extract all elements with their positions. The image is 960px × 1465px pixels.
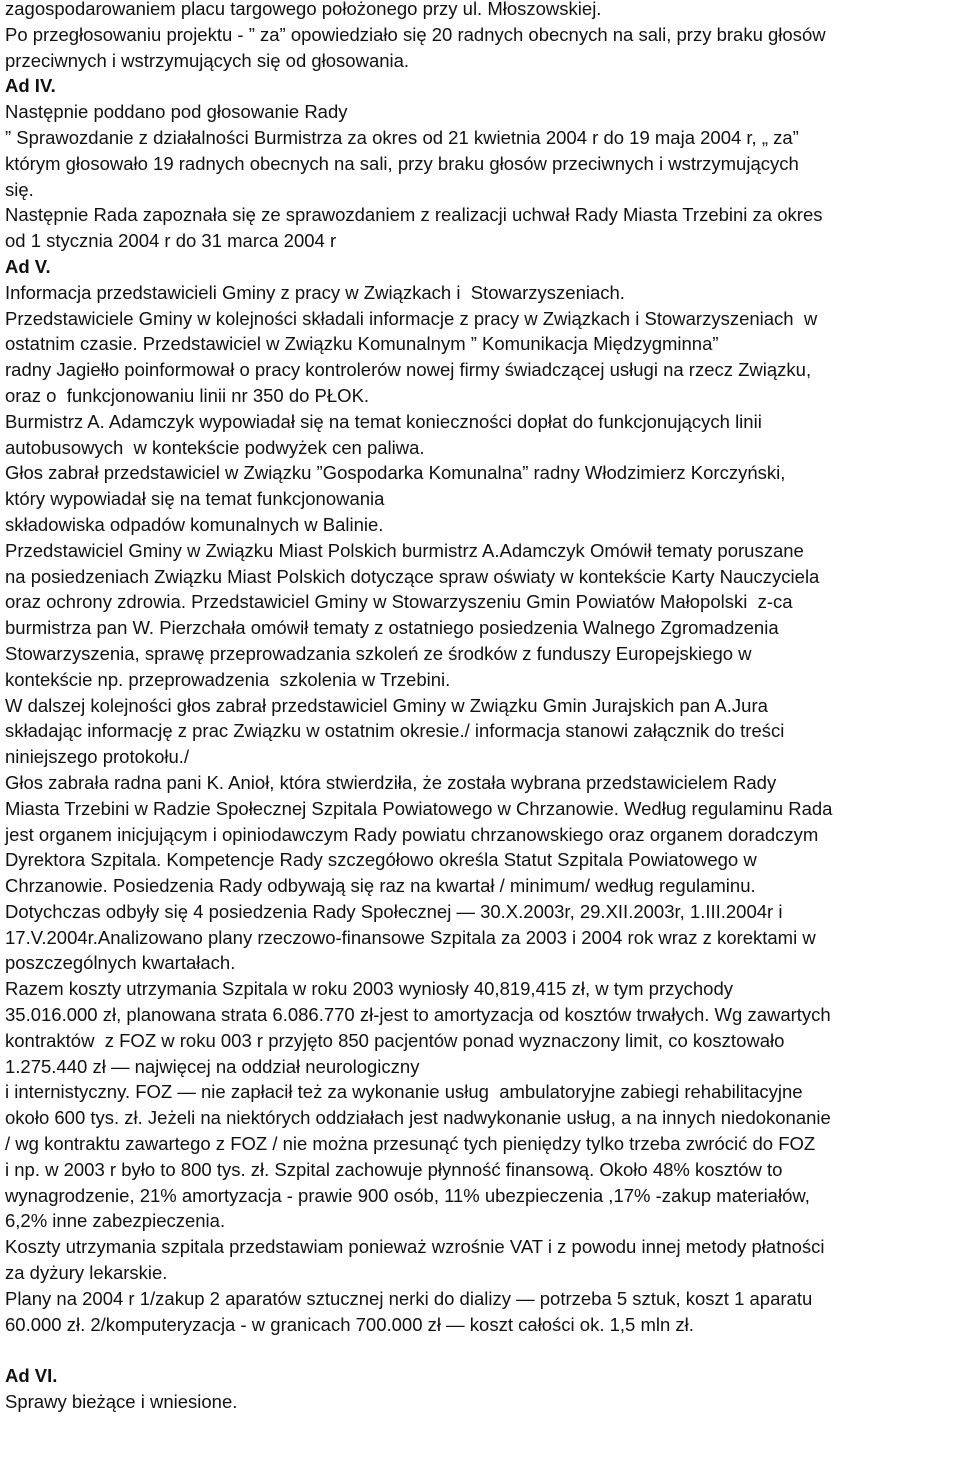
text-line: burmistrza pan W. Pierzchała omówił tematy z ostatniego posiedzenia Walnego Zgromadzenia [5,617,779,639]
text-line: za dyżury lekarskie. [5,1262,168,1284]
text-line: Miasta Trzebini w Radzie Społecznej Szpitala Powiatowego w Chrzanowie. Według regulaminu Rada [5,797,833,819]
text-line: W dalszej kolejności głos zabrał przedstawiciel Gminy w Związku Gmin Jurajskich pan A.Jura [5,694,768,716]
text-line: którym głosowało 19 radnych obecnych na sali, przy braku głosów przeciwnych i wstrzymujących [5,152,799,174]
text-line: Następnie poddano pod głosowanie Rady [5,101,348,123]
text-line: / wg kontraktu zawartego z FOZ / nie można przesunąć tych pieniędzy tylko trzeba zwrócić do FOZ [5,1133,816,1155]
section-heading-ad-v: Ad V. [5,255,51,277]
text-line: Plany na 2004 r 1/zakup 2 aparatów sztucznej nerki do dializy — potrzeba 5 sztuk, koszt 1 aparatu [5,1287,813,1309]
text-line: 6,2% inne zabezpieczenia. [5,1210,226,1232]
text-line: od 1 stycznia 2004 r do 31 marca 2004 r [5,230,337,252]
text-line: Następnie Rada zapoznała się ze sprawozdaniem z realizacji uchwał Rady Miasta Trzebini za okres [5,204,823,226]
text-line: składając informację z prac Związku w ostatnim okresie./ informacja stanowi załącznik do treści [5,720,785,742]
text-line: zagospodarowaniem placu targowego położonego przy ul. Młoszowskiej. [5,0,602,19]
text-line: który wypowiadał się na temat funkcjonowania [5,488,385,510]
text-line: oraz o funkcjonowaniu linii nr 350 do PŁOK. [5,384,370,406]
text-line: 60.000 zł. 2/komputeryzacja - w granicach 700.000 zł — koszt całości ok. 1,5 mln zł. [5,1313,694,1335]
text-line: Po przegłosowaniu projektu - ” za” opowiedziało się 20 radnych obecnych na sali, przy braku głosów [5,23,826,45]
text-line: na posiedzeniach Związku Miast Polskich dotyczące spraw oświaty w kontekście Karty Nauczyciela [5,565,820,587]
text-line: wynagrodzenie, 21% amortyzacja - prawie 900 osób, 11% ubezpieczenia ,17% -zakup materiałów, [5,1184,810,1206]
text-line: przeciwnych i wstrzymujących się od głosowania. [5,49,410,71]
text-line: ” Sprawozdanie z działalności Burmistrza za okres od 21 kwietnia 2004 r do 19 maja 2004 r, „ za” [5,126,799,148]
text-line: Przedstawiciele Gminy w kolejności składali informacje z pracy w Związkach i Stowarzyszeniach w [5,307,818,329]
text-line: Razem koszty utrzymania Szpitala w roku 2003 wyniosły 40,819,415 zł, w tym przychody [5,978,733,1000]
text-line: Informacja przedstawicieli Gminy z pracy w Związkach i Stowarzyszeniach. [5,281,625,303]
text-line: Dyrektora Szpitala. Kompetencje Rady szczegółowo określa Statut Szpitala Powiatowego w [5,849,757,871]
text-line: Chrzanowie. Posiedzenia Rady odbywają się raz na kwartał / minimum/ według regulaminu. [5,875,756,897]
text-line: 17.V.2004r.Analizowano plany rzeczowo-finansowe Szpitala za 2003 i 2004 rok wraz z korektami w [5,926,816,948]
text-line: Stowarzyszenia, sprawę przeprowadzania szkoleń ze środków z funduszy Europejskiego w [5,642,752,664]
text-line: poszczególnych kwartałach. [5,952,236,974]
text-line: Głos zabrała radna pani K. Anioł, która stwierdziła, że została wybrana przedstawicielem Rady [5,771,777,793]
text-line: Głos zabrał przedstawiciel w Związku ”Gospodarka Komunalna” radny Włodzimierz Korczyński, [5,462,786,484]
text-line: kontekście np. przeprowadzenia szkolenia w Trzebini. [5,668,451,690]
text-line: 35.016.000 zł, planowana strata 6.086.770 zł-jest to amortyzacja od kosztów trwałych. Wg zawartych [5,1004,831,1026]
text-line: niniejszego protokołu./ [5,746,190,768]
text-line: Koszty utrzymania szpitala przedstawiam ponieważ wzrośnie VAT i z powodu innej metody płatności [5,1236,825,1258]
text-line: jest organem inicjującym i opiniodawczym Rady powiatu chrzanowskiego oraz organem doradczym [5,823,819,845]
text-line: się. [5,178,34,200]
text-line: około 600 tys. zł. Jeżeli na niektórych oddziałach jest nadwykonanie usług, a na innych niedokonanie [5,1107,831,1129]
text-line: radny Jagiełło poinformował o pracy kontrolerów nowej firmy świadczącej usługi na rzecz Związku, [5,359,812,381]
text-line: autobusowych w kontekście podwyżek cen paliwa. [5,436,425,458]
text-line: Dotychczas odbyły się 4 posiedzenia Rady Społecznej — 30.X.2003r, 29.XII.2003r, 1.III.2004r i [5,900,783,922]
text-line: oraz ochrony zdrowia. Przedstawiciel Gminy w Stowarzyszeniu Gmin Powiatów Małopolski z-ca [5,591,793,613]
text-line: ostatnim czasie. Przedstawiciel w Związku Komunalnym ” Komunikacja Międzygminna” [5,333,719,355]
text-line: Sprawy bieżące i wniesione. [5,1391,238,1413]
section-heading-ad-iv: Ad IV. [5,75,56,97]
text-line: 1.275.440 zł — najwięcej na oddział neurologiczny [5,1055,420,1077]
text-line: kontraktów z FOZ w roku 003 r przyjęto 850 pacjentów ponad wyznaczony limit, co kosztowało [5,1029,785,1051]
section-heading-ad-vi: Ad VI. [5,1365,58,1387]
text-line: i np. w 2003 r było to 800 tys. zł. Szpital zachowuje płynność finansową. Około 48% kosztów to [5,1158,783,1180]
text-line: Przedstawiciel Gminy w Związku Miast Polskich burmistrz A.Adamczyk Omówił tematy poruszane [5,539,804,561]
blank-line [5,1337,956,1363]
text-line: składowiska odpadów komunalnych w Balinie. [5,513,384,535]
text-line: i internistyczny. FOZ — nie zapłacił też za wykonanie usług ambulatoryjne zabiegi rehabilitacyjne [5,1081,803,1103]
text-line: Burmistrz A. Adamczyk wypowiadał się na temat konieczności dopłat do funkcjonujących linii [5,410,762,432]
